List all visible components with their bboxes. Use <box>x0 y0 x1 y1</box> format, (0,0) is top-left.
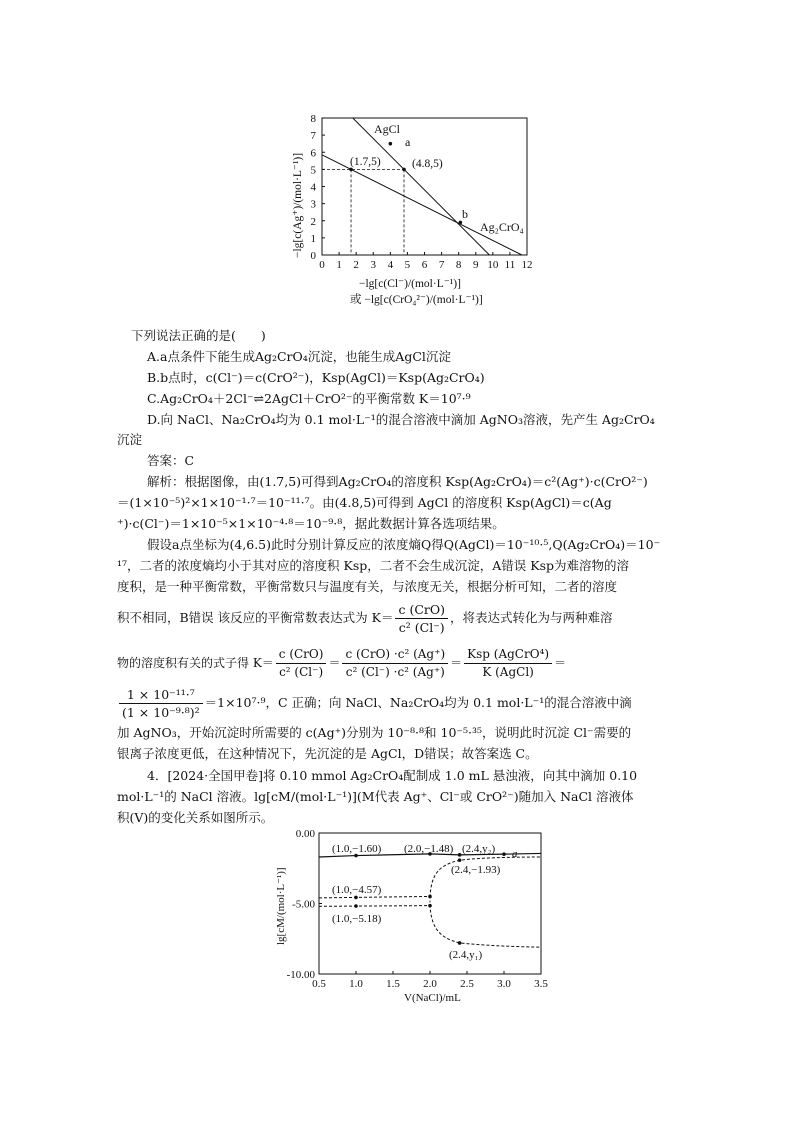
fig2-label-p1: (1.0,−1.60) <box>332 843 382 855</box>
fraction-denominator: c² (Cl⁻) <box>279 665 324 679</box>
data-point <box>458 941 462 945</box>
x-tick-label: 10 <box>487 259 499 271</box>
data-point <box>502 852 506 856</box>
q4-line-2: mol·L⁻¹的 NaCl 溶液。lg[cM/(mol·L⁻¹)](M代表 Ag⁺、Cl⁻或 CrO²⁻)随加入 NaCl 溶液体 <box>117 789 634 804</box>
y-tick-label: -10.00 <box>286 969 315 981</box>
fig2-label-p2: (2.0,−1.48) <box>404 843 454 855</box>
fig1-label-b: b <box>462 207 468 221</box>
fig1-label-agcl: AgCl <box>374 122 401 136</box>
q3-explain-6: 度积，是一种平衡常数，平衡常数只与温度有关，与浓度无关，根据分析可知，二者的溶度 <box>117 579 618 594</box>
data-point <box>458 858 462 862</box>
q3-option-d-line2: 沉淀 <box>117 432 143 447</box>
y-tick-label: 2 <box>310 215 316 228</box>
x-tick-label: 7 <box>438 259 445 271</box>
q4-line-1: 4．[2024·全国甲卷]将 0.10 mmol Ag₂CrO₄配制成 1.0 mL 悬浊液，向其中滴加 0.10 <box>147 768 638 783</box>
fraction-numerator: c (CrO) <box>395 601 448 619</box>
fig2-label-a: a <box>512 848 518 860</box>
fig1-x-label-1: −lg[c(Cl⁻)/(mol·L⁻¹)] <box>359 278 461 290</box>
q3-answer: 答案：C <box>147 453 195 468</box>
fig2-x-label: V(NaCl)/mL <box>404 992 461 1004</box>
fraction-numerator: c (CrO) ·c² (Ag⁺) <box>342 646 448 664</box>
fraction-numerator: Ksp (AgCrO⁴) <box>464 646 552 664</box>
q3-explain-9-b: ＝1×10⁷·⁹，C 正确；向 NaCl、Na₂CrO₄均为 0.1 mol·L⁻¹的混合溶液中滴 <box>204 695 632 710</box>
x-tick-label: 1.5 <box>386 978 400 990</box>
data-point <box>354 896 358 900</box>
y-tick-label: 7 <box>310 130 316 143</box>
x-tick-label: 4 <box>387 259 394 271</box>
x-tick-label: 8 <box>455 259 462 271</box>
fig2-label-p3: (2.4,y₂) <box>462 843 496 855</box>
fraction-numerator: 1 × 10⁻¹¹·⁷ <box>119 686 203 704</box>
x-tick-label: 3.0 <box>497 978 511 990</box>
fig2-label-p4: (2.4,−1.93) <box>451 864 501 876</box>
q3-explain-11: 银离子浓度更低，在这种情况下，先沉淀的是 AgCl，D错误；故答案选 C。 <box>117 746 538 761</box>
q3-option-c: C.Ag₂CrO₄＋2Cl⁻⇌2AgCl＋CrO²⁻的平衡常数 K＝10⁷·⁹ <box>147 391 471 406</box>
x-tick-label: 3 <box>370 259 376 271</box>
fig1-y-label: −lg[c(Ag⁺)/(mol·L⁻¹)] <box>292 152 304 258</box>
q3-explain-2: ＝(1×10⁻⁵)²×1×10⁻¹·⁷＝10⁻¹¹·⁷。由(4.8,5)可得到 AgCl 的溶度积 Ksp(AgCl)＝c(Ag <box>117 495 612 510</box>
y-tick-label: 8 <box>310 113 316 125</box>
q3-explain-7-a: 积不相同，B错误 该反应的平衡常数表达式为 K＝ <box>117 610 394 625</box>
q3-explain-7-b: ，将表达式转化为与两种难溶 <box>450 610 613 625</box>
data-point <box>428 895 432 899</box>
q4-line-3: 积(V)的变化关系如图所示。 <box>117 810 274 825</box>
x-tick-label: 2.0 <box>423 978 437 990</box>
x-tick-label: 0 <box>319 259 325 271</box>
fig2-label-p7: (2.4,y₁) <box>449 949 483 961</box>
fig1-label-p2: (4.8,5) <box>412 158 443 170</box>
q3-explain-1: 解析：根据图像，由(1.7,5)可得到Ag₂CrO₄的溶度积 Ksp(Ag₂CrO₄)＝c²(Ag⁺)·c(CrO²⁻) <box>147 474 648 489</box>
x-tick-label: 12 <box>521 259 533 271</box>
x-tick-label: 5 <box>404 259 411 271</box>
y-tick-label: 3 <box>310 198 316 211</box>
q3-stem: 下列说法正确的是( ) <box>131 328 266 343</box>
fig2-label-p6: (1.0,−5.18) <box>332 913 382 925</box>
x-tick-label: 1.0 <box>349 978 363 990</box>
fraction-denominator: c² (Cl⁻) ·c² (Ag⁺) <box>345 665 445 679</box>
q3-option-b: B.b点时，c(Cl⁻)＝c(CrO²⁻)，Ksp(AgCl)＝Ksp(Ag₂CrO₄) <box>147 370 485 385</box>
y-tick-label: -5.00 <box>292 898 315 911</box>
fraction-numerator: c (CrO) <box>276 646 327 664</box>
y-tick-label: 6 <box>310 147 316 160</box>
data-point <box>458 853 462 857</box>
fraction-denominator: K (AgCl) <box>482 665 534 679</box>
fraction-denominator: (1 × 10⁻⁹·⁸)² <box>122 705 200 720</box>
x-tick-label: 6 <box>421 259 428 271</box>
q3-explain-10: 加 AgNO₃，开始沉淀时所需要的 c(Ag⁺)分别为 10⁻⁸·⁸和 10⁻⁵·³⁵，说明此时沉淀 Cl⁻需要的 <box>117 725 632 740</box>
fraction-denominator: c² (Cl⁻) <box>398 620 445 635</box>
x-tick-label: 1 <box>336 259 342 271</box>
q3-explain-5: ¹⁷，二者的浓度熵均小于其对应的溶度积 Ksp，二者不会生成沉淀，A错误 Ksp为难溶物的溶 <box>117 558 630 573</box>
fig1-label-a: a <box>405 135 411 149</box>
x-tick-label: 9 <box>473 259 479 271</box>
x-tick-label: 2.5 <box>460 978 474 990</box>
y-tick-label: 0.00 <box>295 828 315 840</box>
y-tick-label: 1 <box>310 232 316 245</box>
y-tick-label: 0 <box>310 250 316 262</box>
x-tick-label: 2 <box>353 259 359 271</box>
fig1-label-p1: (1.7,5) <box>350 156 381 168</box>
y-tick-label: 5 <box>310 164 316 177</box>
q3-explain-3: ⁺)·c(Cl⁻)＝1×10⁻⁵×1×10⁻⁴·⁸＝10⁻⁹·⁸，据此数据计算各选项结果。 <box>117 516 505 531</box>
fig1-label-ag2cro4: Ag₂CrO₄ <box>480 220 524 234</box>
x-tick-label: 11 <box>504 259 516 271</box>
fig2-y-label: lg[cM/(mol·L⁻¹)] <box>275 867 287 945</box>
q3-option-d-line1: D.向 NaCl、Na₂CrO₄均为 0.1 mol·L⁻¹的混合溶液中滴加 AgNO₃溶液，先产生 Ag₂CrO₄ <box>147 412 655 427</box>
fig1-x-label-2: 或 −lg[c(CrO₄²⁻)/(mol·L⁻¹)] <box>350 294 483 306</box>
y-tick-label: 4 <box>310 181 316 194</box>
data-point <box>428 904 432 908</box>
q3-explain-4: 假设a点坐标为(4,6.5)此时分别计算反应的浓度熵Q得Q(AgCl)＝10⁻¹⁰·⁵,Q(Ag₂CrO₄)＝10⁻ <box>147 537 661 552</box>
data-point <box>354 904 358 908</box>
x-tick-label: 3.5 <box>534 978 548 990</box>
series-dashed-lower <box>319 906 541 948</box>
q3-explain-8-a: 物的溶度积有关的式子得 K＝ <box>117 656 274 670</box>
q3-option-a: A.a点条件下能生成Ag₂CrO₄沉淀，也能生成AgCl沉淀 <box>147 349 451 364</box>
x-tick-label: 0.5 <box>312 978 326 990</box>
fig2-label-p5: (1.0,−4.57) <box>332 884 382 896</box>
q3-explain-8: 物的溶度积有关的式子得 K＝ $\frac{\text{c (CrO)}}{\text{c² (Cl⁻)}}$ ＝ $\frac{\text{c (CrO) ·c² (Ag⁺)}}{\text{c² (Cl⁻) ·c² (Ag⁺)}}$ ＝ $\frac{\text{Ksp (AgCrO⁴)}}{\text{K (AgCl)}}$ ＝ <box>117 647 567 679</box>
